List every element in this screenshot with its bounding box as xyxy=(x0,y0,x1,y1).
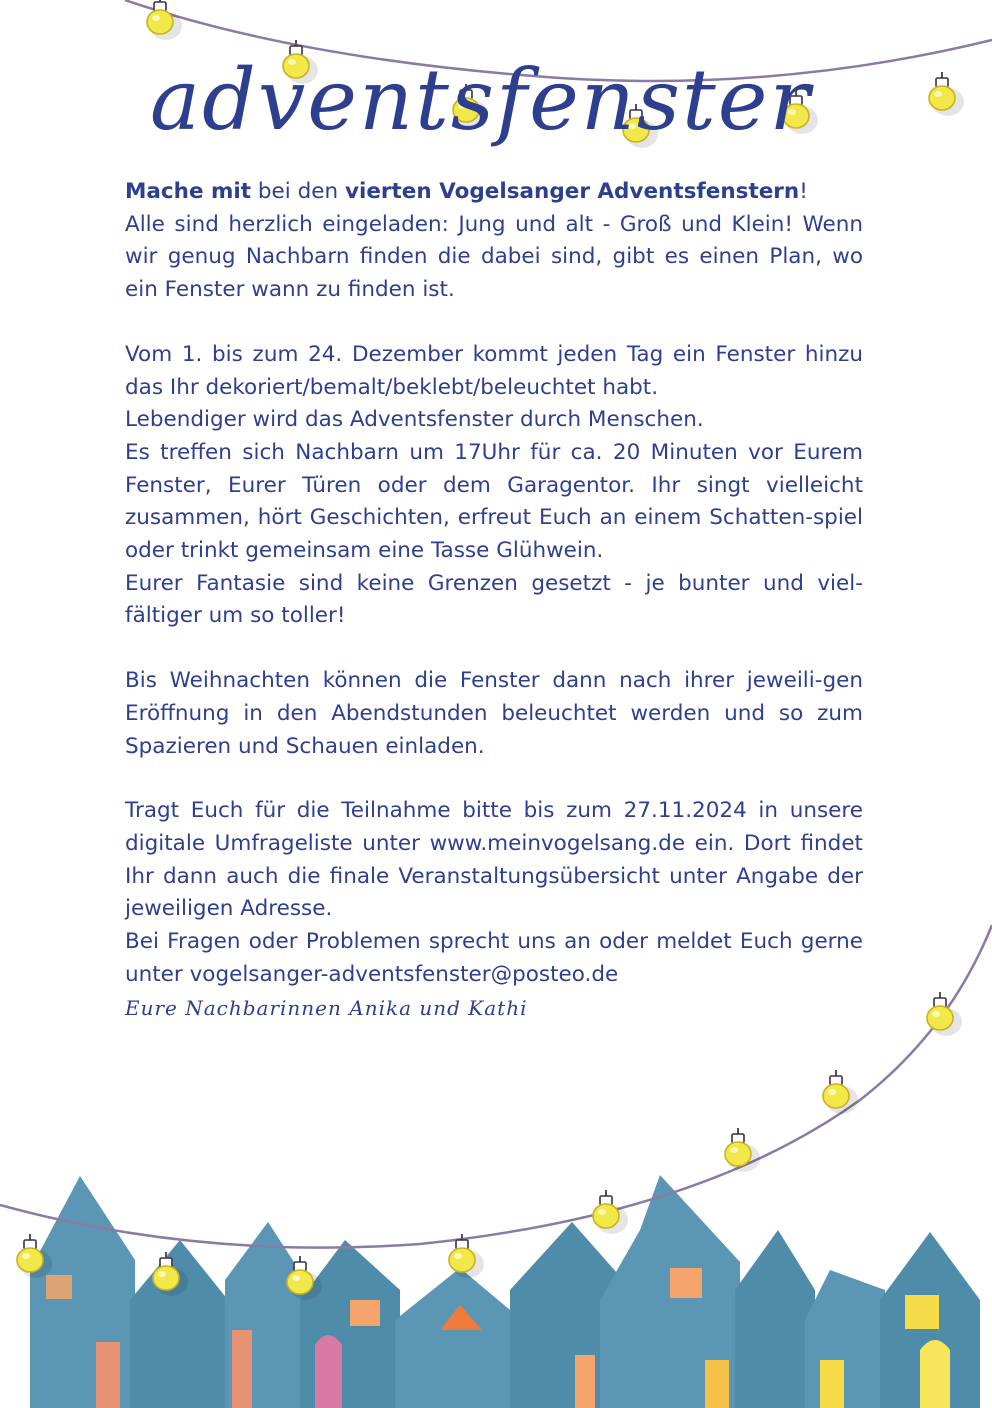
paragraph-signup xyxy=(125,795,863,991)
intro-text-2: ! xyxy=(799,179,808,204)
page-title: adventsfenster xyxy=(150,51,812,149)
body-text xyxy=(125,176,863,991)
paragraph-dates-line-3: Es treffen sich Nachbarn um 17Uhr für ca. 20 Minuten vor Eurem Fenster, Eurer Türen oder dem Garagentor. Ihr singt vielleicht zusammen, hört Geschichten, erfreut Euch an einem Schatten-spiel oder trinkt gemeinsam eine Tasse Glühwein. xyxy=(125,439,863,564)
intro-rest: Alle sind herzlich eingeladen: Jung und alt - Groß und Klein! Wenn wir genug Nachbarn finden die dabei sind, gibt es einen Plan, wo ein Fenster wann zu finden ist. xyxy=(125,211,863,303)
paragraph-dates xyxy=(125,339,863,633)
paragraph-christmas: Bis Weihnachten können die Fenster dann nach ihrer jeweili-gen Eröffnung in den Abendstunden beleuchtet werden und so zum Spazieren und Schauen einladen. xyxy=(125,668,863,759)
intro-paragraph xyxy=(125,176,863,307)
paragraph-dates-line-4: Eurer Fantasie sind keine Grenzen gesetzt - je bunter und viel-fältiger um so toller! xyxy=(125,570,863,629)
intro-text-1: bei den xyxy=(251,179,345,204)
intro-bold-1: Mache mit xyxy=(125,179,252,204)
intro-bold-2: vierten Vogelsanger Adventsfenstern xyxy=(344,179,800,204)
signature: Eure Nachbarinnen Anika und Kathi xyxy=(125,996,528,1020)
paragraph-signup-line-1: Tragt Euch für die Teilnahme bitte bis zum 27.11.2024 in unsere digitale Umfrageliste unter www.meinvogelsang.de ein. Dort findet Ihr dann auch die finale Veranstaltungsübersicht unter Angabe der jeweiligen Adresse. xyxy=(125,798,863,922)
paragraph-dates-line-2: Lebendiger wird das Adventsfenster durch Menschen. xyxy=(125,407,704,433)
paragraph-signup-line-2: Bei Fragen oder Problemen sprecht uns an oder meldet Euch gerne unter vogelsanger-adventsfenster@posteo.de xyxy=(125,929,863,987)
paragraph-dates-line-1: Vom 1. bis zum 24. Dezember kommt jeden Tag ein Fenster hinzu das Ihr dekoriert/bemalt/beklebt/beleuchtet habt. xyxy=(125,341,863,400)
